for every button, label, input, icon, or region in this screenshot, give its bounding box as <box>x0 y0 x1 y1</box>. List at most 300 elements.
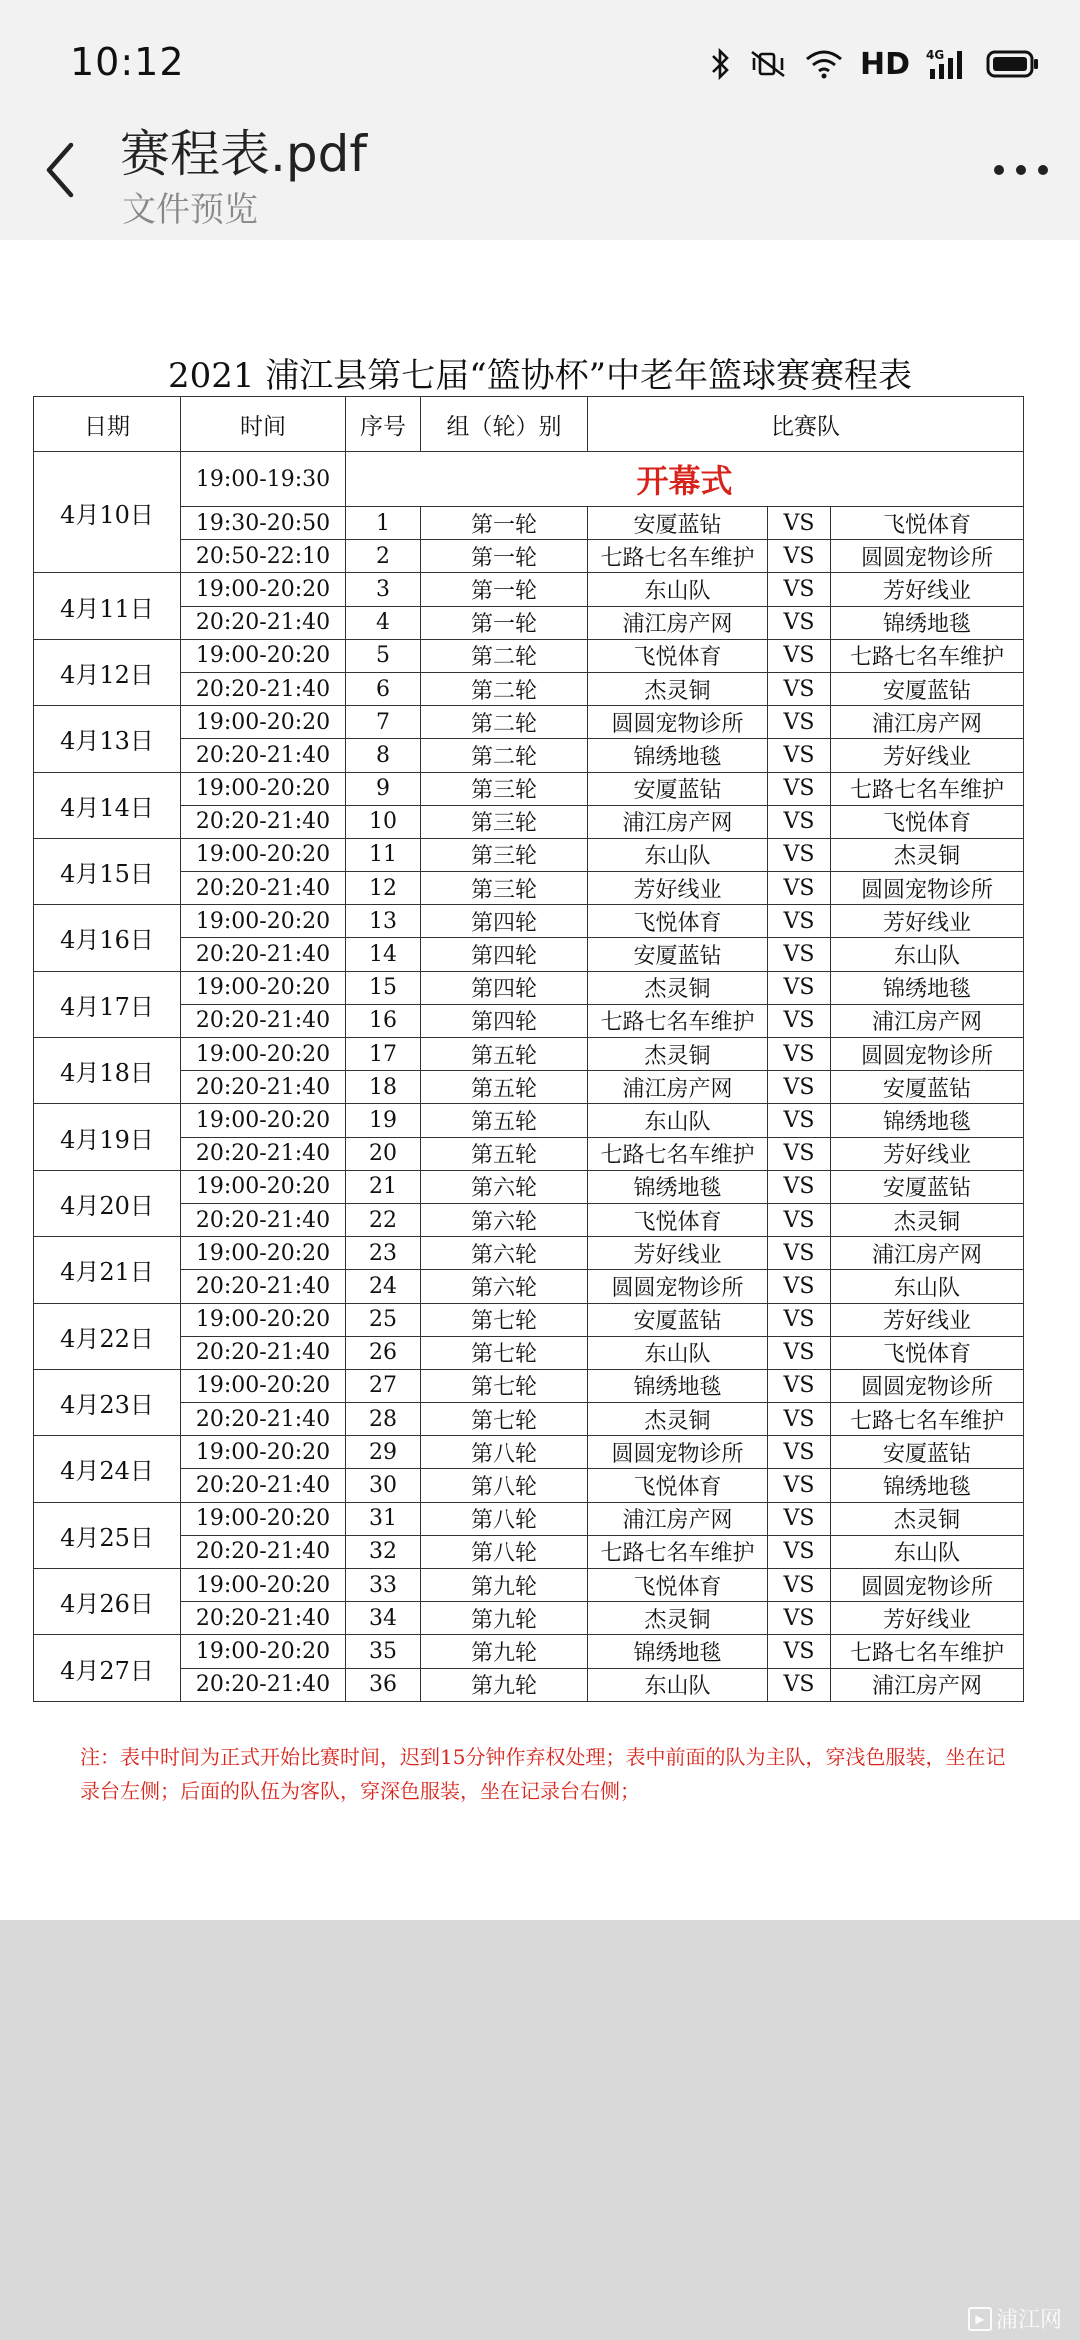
match-number-cell: 4 <box>346 606 421 639</box>
away-team-cell: 圆圆宠物诊所 <box>831 1038 1024 1071</box>
match-number-cell: 24 <box>346 1270 421 1303</box>
file-subtitle: 文件预览 <box>122 190 258 230</box>
vs-cell: VS <box>768 1203 831 1236</box>
away-team-cell: 安厦蓝钻 <box>831 1071 1024 1104</box>
time-cell: 20:20-21:40 <box>181 1602 346 1635</box>
vs-cell: VS <box>768 1038 831 1071</box>
home-team-cell: 七路七名车维护 <box>588 540 768 573</box>
time-cell: 20:50-22:10 <box>181 540 346 573</box>
away-team-cell: 浦江房产网 <box>831 1237 1024 1270</box>
match-number-cell: 25 <box>346 1303 421 1336</box>
away-team-cell: 圆圆宠物诊所 <box>831 872 1024 905</box>
home-team-cell: 东山队 <box>588 1336 768 1369</box>
vs-cell: VS <box>768 540 831 573</box>
table-row <box>34 872 1024 905</box>
time-cell: 20:20-21:40 <box>181 606 346 639</box>
away-team-cell: 安厦蓝钻 <box>831 1170 1024 1203</box>
home-team-cell: 东山队 <box>588 1104 768 1137</box>
away-team-cell: 浦江房产网 <box>831 1668 1024 1701</box>
pdf-page[interactable] <box>0 240 1080 1920</box>
status-icons <box>710 44 1040 84</box>
header-date: 日期 <box>34 397 181 452</box>
match-number-cell: 34 <box>346 1602 421 1635</box>
away-team-cell: 七路七名车维护 <box>831 639 1024 672</box>
hd-indicator: HD <box>859 46 910 82</box>
table-row <box>34 1270 1024 1303</box>
table-row <box>34 1502 1024 1535</box>
date-cell: 4月26日 <box>34 1569 181 1635</box>
vs-cell: VS <box>768 1336 831 1369</box>
home-team-cell: 七路七名车维护 <box>588 1137 768 1170</box>
vs-cell: VS <box>768 507 831 540</box>
date-cell: 4月20日 <box>34 1170 181 1236</box>
date-cell: 4月15日 <box>34 838 181 904</box>
away-team-cell: 安厦蓝钻 <box>831 672 1024 705</box>
home-team-cell: 杰灵铜 <box>588 672 768 705</box>
table-row <box>34 1369 1024 1402</box>
round-cell: 第三轮 <box>421 872 588 905</box>
match-number-cell: 26 <box>346 1336 421 1369</box>
table-row <box>34 838 1024 871</box>
header-number: 序号 <box>346 397 421 452</box>
time-cell: 19:00-20:20 <box>181 1635 346 1668</box>
time-cell: 19:00-20:20 <box>181 971 346 1004</box>
round-cell: 第一轮 <box>421 573 588 606</box>
table-row <box>34 573 1024 606</box>
home-team-cell: 芳好线业 <box>588 872 768 905</box>
match-number-cell: 35 <box>346 1635 421 1668</box>
round-cell: 第二轮 <box>421 639 588 672</box>
round-cell: 第一轮 <box>421 606 588 639</box>
away-team-cell: 东山队 <box>831 938 1024 971</box>
table-row <box>34 1104 1024 1137</box>
date-cell: 4月22日 <box>34 1303 181 1369</box>
home-team-cell: 浦江房产网 <box>588 1071 768 1104</box>
date-cell: 4月12日 <box>34 639 181 705</box>
home-team-cell: 锦绣地毯 <box>588 1369 768 1402</box>
time-cell: 19:00-20:20 <box>181 639 346 672</box>
match-number-cell: 17 <box>346 1038 421 1071</box>
time-cell: 20:20-21:40 <box>181 938 346 971</box>
away-team-cell: 芳好线业 <box>831 1137 1024 1170</box>
home-team-cell: 七路七名车维护 <box>588 1004 768 1037</box>
match-number-cell: 6 <box>346 672 421 705</box>
vs-cell: VS <box>768 1369 831 1402</box>
watermark-text: 浦江网 <box>995 2308 1062 2333</box>
round-cell: 第三轮 <box>421 772 588 805</box>
round-cell: 第三轮 <box>421 805 588 838</box>
round-cell: 第一轮 <box>421 540 588 573</box>
play-logo-icon: ▶ <box>968 2307 992 2331</box>
vs-cell: VS <box>768 1668 831 1701</box>
home-team-cell: 浦江房产网 <box>588 606 768 639</box>
vs-cell: VS <box>768 1469 831 1502</box>
time-cell: 20:20-21:40 <box>181 1203 346 1236</box>
vs-cell: VS <box>768 1502 831 1535</box>
table-row <box>34 606 1024 639</box>
time-cell: 20:20-21:40 <box>181 739 346 772</box>
vs-cell: VS <box>768 739 831 772</box>
table-row <box>34 1038 1024 1071</box>
round-cell: 第九轮 <box>421 1602 588 1635</box>
away-team-cell: 杰灵铜 <box>831 1203 1024 1236</box>
table-row <box>34 540 1024 573</box>
home-team-cell: 东山队 <box>588 1668 768 1701</box>
vs-cell: VS <box>768 872 831 905</box>
home-team-cell: 芳好线业 <box>588 1237 768 1270</box>
home-team-cell: 飞悦体育 <box>588 639 768 672</box>
vs-cell: VS <box>768 772 831 805</box>
home-team-cell: 安厦蓝钻 <box>588 938 768 971</box>
time-cell: 19:30-20:50 <box>181 507 346 540</box>
match-number-cell: 10 <box>346 805 421 838</box>
home-team-cell: 圆圆宠物诊所 <box>588 1270 768 1303</box>
vs-cell: VS <box>768 1436 831 1469</box>
vs-cell: VS <box>768 672 831 705</box>
vs-cell: VS <box>768 1071 831 1104</box>
round-cell: 第一轮 <box>421 507 588 540</box>
away-team-cell: 浦江房产网 <box>831 706 1024 739</box>
vs-cell: VS <box>768 1602 831 1635</box>
away-team-cell: 芳好线业 <box>831 573 1024 606</box>
date-cell: 4月11日 <box>34 573 181 639</box>
home-team-cell: 飞悦体育 <box>588 1469 768 1502</box>
schedule-note: 注：表中时间为正式开始比赛时间，迟到15分钟作弃权处理；表中前面的队为主队，穿浅色服装，坐在记录台左侧；后面的队伍为客队，穿深色服装，坐在记录台右侧； <box>80 1745 1006 1803</box>
home-team-cell: 飞悦体育 <box>588 905 768 938</box>
time-cell: 19:00-20:20 <box>181 1569 346 1602</box>
table-row <box>34 672 1024 705</box>
round-cell: 第九轮 <box>421 1569 588 1602</box>
match-number-cell: 33 <box>346 1569 421 1602</box>
time-cell: 19:00-20:20 <box>181 905 346 938</box>
round-cell: 第六轮 <box>421 1203 588 1236</box>
match-number-cell: 32 <box>346 1535 421 1568</box>
round-cell: 第七轮 <box>421 1303 588 1336</box>
table-row <box>34 1137 1024 1170</box>
away-team-cell: 杰灵铜 <box>831 838 1024 871</box>
header-round: 组（轮）别 <box>421 397 588 452</box>
table-row <box>34 1602 1024 1635</box>
chevron-left-icon <box>43 141 77 199</box>
match-number-cell: 5 <box>346 639 421 672</box>
date-cell: 4月25日 <box>34 1502 181 1568</box>
vibrate-mute-icon <box>748 48 788 80</box>
home-team-cell: 飞悦体育 <box>588 1203 768 1236</box>
time-cell: 20:20-21:40 <box>181 1535 346 1568</box>
vs-cell: VS <box>768 938 831 971</box>
date-cell: 4月27日 <box>34 1635 181 1701</box>
file-title: 赛程表.pdf <box>120 125 367 183</box>
vs-cell: VS <box>768 1403 831 1436</box>
table-row-opening <box>34 452 1024 507</box>
home-team-cell: 七路七名车维护 <box>588 1535 768 1568</box>
vs-cell: VS <box>768 706 831 739</box>
match-number-cell: 20 <box>346 1137 421 1170</box>
round-cell: 第四轮 <box>421 1004 588 1037</box>
home-team-cell: 杰灵铜 <box>588 1602 768 1635</box>
home-team-cell: 杰灵铜 <box>588 971 768 1004</box>
signal-icon <box>926 47 970 81</box>
time-cell: 19:00-20:20 <box>181 838 346 871</box>
away-team-cell: 杰灵铜 <box>831 1502 1024 1535</box>
time-cell: 20:20-21:40 <box>181 1469 346 1502</box>
time-cell: 20:20-21:40 <box>181 1270 346 1303</box>
home-team-cell: 圆圆宠物诊所 <box>588 1436 768 1469</box>
time-cell: 19:00-20:20 <box>181 772 346 805</box>
vs-cell: VS <box>768 1635 831 1668</box>
round-cell: 第五轮 <box>421 1038 588 1071</box>
vs-cell: VS <box>768 1104 831 1137</box>
vs-cell: VS <box>768 1137 831 1170</box>
match-number-cell: 22 <box>346 1203 421 1236</box>
vs-cell: VS <box>768 573 831 606</box>
away-team-cell: 锦绣地毯 <box>831 1469 1024 1502</box>
match-number-cell: 30 <box>346 1469 421 1502</box>
home-team-cell: 锦绣地毯 <box>588 739 768 772</box>
table-row <box>34 1535 1024 1568</box>
match-number-cell: 9 <box>346 772 421 805</box>
time-cell: 19:00-20:20 <box>181 573 346 606</box>
vs-cell: VS <box>768 1237 831 1270</box>
table-row <box>34 938 1024 971</box>
opening-ceremony-label: 开幕式 <box>346 452 1024 507</box>
away-team-cell: 七路七名车维护 <box>831 1635 1024 1668</box>
header-teams: 比赛队 <box>588 397 1024 452</box>
away-team-cell: 芳好线业 <box>831 1303 1024 1336</box>
round-cell: 第七轮 <box>421 1336 588 1369</box>
schedule-table <box>33 396 1024 1702</box>
vs-cell: VS <box>768 1270 831 1303</box>
away-team-cell: 飞悦体育 <box>831 507 1024 540</box>
match-number-cell: 23 <box>346 1237 421 1270</box>
round-cell: 第二轮 <box>421 672 588 705</box>
round-cell: 第八轮 <box>421 1436 588 1469</box>
table-row <box>34 1668 1024 1701</box>
date-cell: 4月16日 <box>34 905 181 971</box>
home-team-cell: 浦江房产网 <box>588 805 768 838</box>
time-cell: 19:00-20:20 <box>181 706 346 739</box>
home-team-cell: 东山队 <box>588 573 768 606</box>
away-team-cell: 锦绣地毯 <box>831 606 1024 639</box>
vs-cell: VS <box>768 905 831 938</box>
away-team-cell: 圆圆宠物诊所 <box>831 540 1024 573</box>
match-number-cell: 14 <box>346 938 421 971</box>
round-cell: 第八轮 <box>421 1535 588 1568</box>
time-cell: 19:00-20:20 <box>181 1369 346 1402</box>
match-number-cell: 21 <box>346 1170 421 1203</box>
table-row <box>34 1071 1024 1104</box>
time-cell: 19:00-20:20 <box>181 1436 346 1469</box>
table-row <box>34 739 1024 772</box>
home-team-cell: 杰灵铜 <box>588 1403 768 1436</box>
away-team-cell: 圆圆宠物诊所 <box>831 1569 1024 1602</box>
table-row <box>34 905 1024 938</box>
status-bar <box>0 0 1080 120</box>
away-team-cell: 芳好线业 <box>831 739 1024 772</box>
table-row <box>34 805 1024 838</box>
match-number-cell: 16 <box>346 1004 421 1037</box>
match-number-cell: 1 <box>346 507 421 540</box>
date-cell: 4月18日 <box>34 1038 181 1104</box>
table-row <box>34 1336 1024 1369</box>
home-team-cell: 圆圆宠物诊所 <box>588 706 768 739</box>
away-team-cell: 飞悦体育 <box>831 805 1024 838</box>
home-team-cell: 锦绣地毯 <box>588 1635 768 1668</box>
date-cell: 4月19日 <box>34 1104 181 1170</box>
round-cell: 第七轮 <box>421 1403 588 1436</box>
table-row <box>34 1569 1024 1602</box>
round-cell: 第九轮 <box>421 1635 588 1668</box>
away-team-cell: 锦绣地毯 <box>831 1104 1024 1137</box>
time-cell: 19:00-20:20 <box>181 1104 346 1137</box>
away-team-cell: 东山队 <box>831 1535 1024 1568</box>
bluetooth-icon <box>710 47 732 81</box>
app-bar <box>0 110 1080 240</box>
away-team-cell: 安厦蓝钻 <box>831 1436 1024 1469</box>
table-row <box>34 1635 1024 1668</box>
away-team-cell: 浦江房产网 <box>831 1004 1024 1037</box>
date-cell: 4月24日 <box>34 1436 181 1502</box>
vs-cell: VS <box>768 639 831 672</box>
match-number-cell: 13 <box>346 905 421 938</box>
date-cell: 4月14日 <box>34 772 181 838</box>
home-team-cell: 安厦蓝钻 <box>588 507 768 540</box>
home-team-cell: 杰灵铜 <box>588 1038 768 1071</box>
vs-cell: VS <box>768 805 831 838</box>
date-cell: 4月10日 <box>34 452 181 573</box>
document-title: 2021 浦江县第七届“篮协杯”中老年篮球赛赛程表 <box>167 356 913 396</box>
away-team-cell: 圆圆宠物诊所 <box>831 1369 1024 1402</box>
more-vertical-dots-icon <box>991 163 1051 177</box>
svg-text:4G: 4G <box>926 48 945 62</box>
watermark <box>968 2303 1062 2334</box>
match-number-cell: 7 <box>346 706 421 739</box>
table-row <box>34 971 1024 1004</box>
date-cell: 4月13日 <box>34 706 181 772</box>
time-cell: 19:00-20:20 <box>181 1237 346 1270</box>
round-cell: 第四轮 <box>421 971 588 1004</box>
away-team-cell: 东山队 <box>831 1270 1024 1303</box>
round-cell: 第九轮 <box>421 1668 588 1701</box>
back-button[interactable] <box>30 130 90 210</box>
round-cell: 第八轮 <box>421 1502 588 1535</box>
time-cell: 20:20-21:40 <box>181 1004 346 1037</box>
more-options-button[interactable] <box>986 140 1056 200</box>
time-cell: 20:20-21:40 <box>181 805 346 838</box>
match-number-cell: 28 <box>346 1403 421 1436</box>
time-cell: 20:20-21:40 <box>181 672 346 705</box>
round-cell: 第四轮 <box>421 905 588 938</box>
round-cell: 第五轮 <box>421 1104 588 1137</box>
vs-cell: VS <box>768 1569 831 1602</box>
match-number-cell: 8 <box>346 739 421 772</box>
away-team-cell: 芳好线业 <box>831 1602 1024 1635</box>
vs-cell: VS <box>768 606 831 639</box>
status-time: 10:12 <box>70 40 185 84</box>
table-row <box>34 1303 1024 1336</box>
home-team-cell: 安厦蓝钻 <box>588 1303 768 1336</box>
vs-cell: VS <box>768 1170 831 1203</box>
time-cell: 19:00-20:20 <box>181 1170 346 1203</box>
away-team-cell: 七路七名车维护 <box>831 772 1024 805</box>
wifi-icon <box>804 48 844 80</box>
table-row <box>34 1469 1024 1502</box>
round-cell: 第二轮 <box>421 706 588 739</box>
match-number-cell: 11 <box>346 838 421 871</box>
home-team-cell: 浦江房产网 <box>588 1502 768 1535</box>
vs-cell: VS <box>768 971 831 1004</box>
away-team-cell: 芳好线业 <box>831 905 1024 938</box>
round-cell: 第五轮 <box>421 1137 588 1170</box>
date-cell: 4月17日 <box>34 971 181 1037</box>
time-cell: 20:20-21:40 <box>181 1071 346 1104</box>
match-number-cell: 18 <box>346 1071 421 1104</box>
match-number-cell: 2 <box>346 540 421 573</box>
away-team-cell: 飞悦体育 <box>831 1336 1024 1369</box>
match-number-cell: 27 <box>346 1369 421 1402</box>
table-row <box>34 1004 1024 1037</box>
table-row <box>34 507 1024 540</box>
match-number-cell: 3 <box>346 573 421 606</box>
match-number-cell: 12 <box>346 872 421 905</box>
round-cell: 第六轮 <box>421 1237 588 1270</box>
time-cell: 19:00-20:20 <box>181 1303 346 1336</box>
match-number-cell: 36 <box>346 1668 421 1701</box>
time-cell: 20:20-21:40 <box>181 1336 346 1369</box>
time-cell: 19:00-20:20 <box>181 1038 346 1071</box>
time-cell: 20:20-21:40 <box>181 872 346 905</box>
round-cell: 第六轮 <box>421 1270 588 1303</box>
match-number-cell: 19 <box>346 1104 421 1137</box>
vs-cell: VS <box>768 838 831 871</box>
home-team-cell: 安厦蓝钻 <box>588 772 768 805</box>
match-number-cell: 29 <box>346 1436 421 1469</box>
table-row <box>34 639 1024 672</box>
vs-cell: VS <box>768 1004 831 1037</box>
away-team-cell: 锦绣地毯 <box>831 971 1024 1004</box>
table-row <box>34 1203 1024 1236</box>
round-cell: 第三轮 <box>421 838 588 871</box>
vs-cell: VS <box>768 1303 831 1336</box>
table-header-row <box>34 397 1024 452</box>
match-number-cell: 31 <box>346 1502 421 1535</box>
round-cell: 第四轮 <box>421 938 588 971</box>
vs-cell: VS <box>768 1535 831 1568</box>
table-row <box>34 1403 1024 1436</box>
time-cell: 19:00-20:20 <box>181 1502 346 1535</box>
round-cell: 第六轮 <box>421 1170 588 1203</box>
home-team-cell: 飞悦体育 <box>588 1569 768 1602</box>
round-cell: 第八轮 <box>421 1469 588 1502</box>
table-row <box>34 706 1024 739</box>
away-team-cell: 七路七名车维护 <box>831 1403 1024 1436</box>
time-cell: 19:00-19:30 <box>181 452 346 507</box>
time-cell: 20:20-21:40 <box>181 1403 346 1436</box>
match-number-cell: 15 <box>346 971 421 1004</box>
table-row <box>34 1170 1024 1203</box>
home-team-cell: 锦绣地毯 <box>588 1170 768 1203</box>
table-row <box>34 1237 1024 1270</box>
round-cell: 第二轮 <box>421 739 588 772</box>
table-row <box>34 772 1024 805</box>
time-cell: 20:20-21:40 <box>181 1668 346 1701</box>
date-cell: 4月23日 <box>34 1369 181 1435</box>
date-cell: 4月21日 <box>34 1237 181 1303</box>
table-row <box>34 1436 1024 1469</box>
time-cell: 20:20-21:40 <box>181 1137 346 1170</box>
header-time: 时间 <box>181 397 346 452</box>
battery-icon <box>986 49 1040 79</box>
